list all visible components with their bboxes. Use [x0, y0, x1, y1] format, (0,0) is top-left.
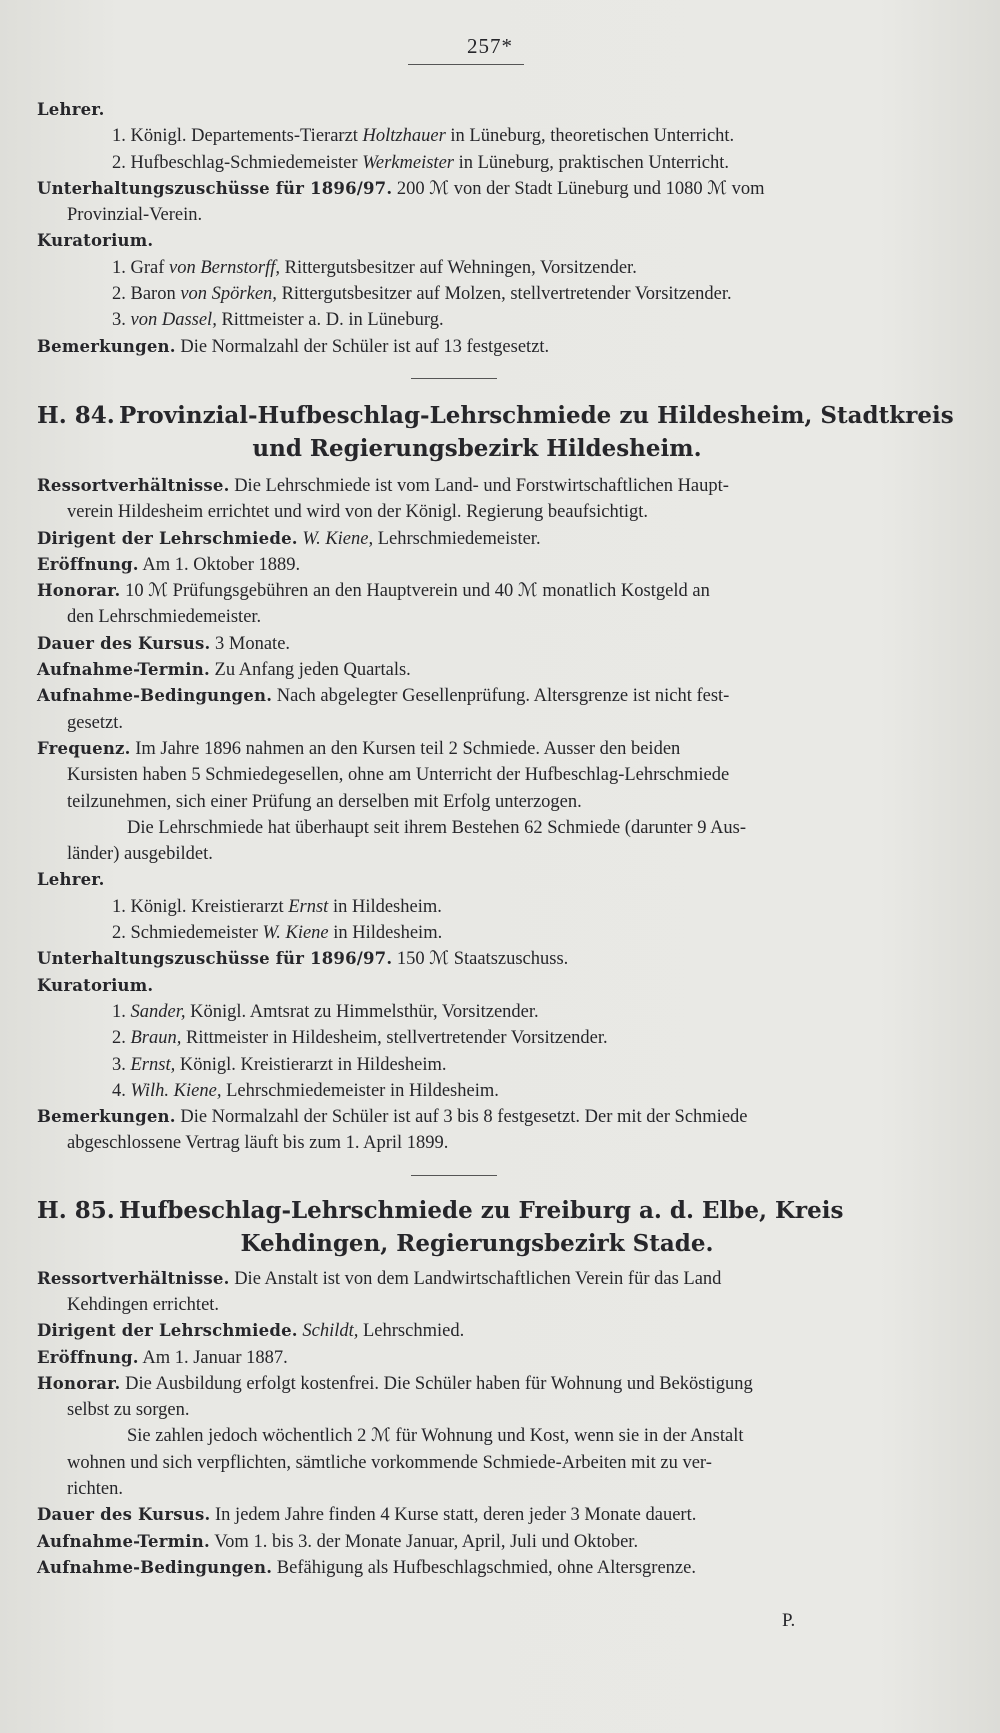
eroeffnung-entry: Eröffnung. Am 1. Januar 1887. — [37, 1347, 288, 1368]
section-h85 — [37, 1194, 917, 1582]
lehrer-item: 1. Königl. Departements-Tierarzt Holtzhauer in Lüneburg, theoretischen Unterricht. — [112, 126, 735, 147]
lehrer-item: 1. Königl. Kreistierarzt Ernst in Hildesheim. — [112, 896, 442, 917]
ressort-entry: Ressortverhältnisse. Die Lehrschmiede ist vom Land- und Forstwirtschaftlichen Haupt- — [37, 475, 729, 496]
kuratorium-heading: Kuratorium. — [37, 975, 154, 995]
ressort-entry: Ressortverhältnisse. Die Anstalt ist von dem Landwirtschaftlichen Verein für das Land — [37, 1268, 722, 1289]
section-divider — [411, 378, 497, 379]
section-divider — [411, 1175, 497, 1176]
bemerkungen-continuation: abgeschlossene Vertrag läuft bis zum 1. April 1899. — [67, 1133, 449, 1154]
honorar-paragraph-continuation: richten. — [67, 1479, 123, 1500]
frequenz-continuation: Kursisten haben 5 Schmiedegesellen, ohne am Unterricht der Hufbeschlag-Lehrschmiede — [67, 765, 730, 786]
termin-entry: Aufnahme-Termin. Zu Anfang jeden Quartals. — [37, 660, 411, 681]
honorar-paragraph-continuation: wohnen und sich verpflichten, sämtliche vorkommende Schmiede-Arbeiten mit zu ver- — [67, 1452, 712, 1473]
bemerkungen-entry: Bemerkungen. Die Normalzahl der Schüler ist auf 13 festgesetzt. — [37, 336, 550, 357]
ressort-continuation: verein Hildesheim errichtet und wird von der Königl. Regierung beaufsichtigt. — [67, 502, 649, 523]
dirigent-entry: Dirigent der Lehrschmiede. Schildt, Lehrschmied. — [37, 1321, 465, 1342]
zuschuss-entry: Unterhaltungszuschüsse für 1896/97. 150 ℳ Staatszuschuss. — [37, 949, 569, 970]
frequenz-paragraph: Die Lehrschmiede hat überhaupt seit ihrem Bestehen 62 Schmiede (darunter 9 Aus- — [127, 817, 747, 838]
frequenz-continuation: teilzunehmen, sich einer Prüfung an derselben mit Erfolg unterzogen. — [67, 791, 582, 812]
lehrer-item: 2. Hufbeschlag-Schmiedemeister Werkmeister in Lüneburg, praktischen Unterricht. — [112, 152, 730, 173]
page-number: 257* — [467, 34, 513, 58]
kuratorium-item: 3. Ernst, Königl. Kreistierarzt in Hildesheim. — [112, 1054, 447, 1075]
bemerkungen-entry: Bemerkungen. Die Normalzahl der Schüler ist auf 3 bis 8 festgesetzt. Der mit der Schmiede — [37, 1107, 748, 1128]
bedingungen-entry: Aufnahme-Bedingungen. Nach abgelegter Gesellenprüfung. Altersgrenze ist nicht fest- — [37, 686, 730, 707]
kuratorium-heading: Kuratorium. — [37, 231, 154, 251]
bedingungen-entry: Aufnahme-Bedingungen. Befähigung als Hufbeschlagschmied, ohne Altersgrenze. — [37, 1557, 696, 1578]
section-heading-continued: Kehdingen, Regierungsbezirk Stade. — [240, 1229, 714, 1257]
lehrer-heading: Lehrer. — [37, 870, 105, 890]
eroeffnung-entry: Eröffnung. Am 1. Oktober 1889. — [37, 554, 301, 575]
zuschuss-entry: Unterhaltungszuschüsse für 1896/97. 200 ℳ von der Stadt Lüneburg und 1080 ℳ vom — [37, 178, 765, 199]
lehrer-heading: Lehrer. — [37, 100, 105, 119]
dauer-entry: Dauer des Kursus. In jedem Jahre finden 4 Kurse statt, deren jeder 3 Monate dauert. — [37, 1505, 697, 1526]
honorar-paragraph: Sie zahlen jedoch wöchentlich 2 ℳ für Wohnung und Kost, wenn sie in der Anstalt — [127, 1426, 744, 1447]
section-luneburg-continued — [37, 97, 954, 1581]
termin-entry: Aufnahme-Termin. Vom 1. bis 3. der Monate Januar, April, Juli und Oktober. — [37, 1531, 639, 1552]
section-heading: H. 85. Hufbeschlag-Lehrschmiede zu Freiburg a. d. Elbe, Kreis — [37, 1196, 844, 1224]
section-heading: H. 84. Provinzial-Hufbeschlag-Lehrschmiede zu Hildesheim, Stadtkreis — [37, 401, 954, 429]
kuratorium-item: 2. Baron von Spörken, Rittergutsbesitzer auf Molzen, stellvertretender Vorsitzender. — [112, 284, 732, 305]
page-number-rule — [408, 64, 524, 65]
honorar-continuation: selbst zu sorgen. — [67, 1400, 190, 1421]
kuratorium-item: 2. Braun, Rittmeister in Hildesheim, stellvertretender Vorsitzender. — [112, 1028, 608, 1049]
kuratorium-item: 1. Sander, Königl. Amtsrat zu Himmelsthür, Vorsitzender. — [112, 1001, 539, 1022]
zuschuss-continuation: Provinzial-Verein. — [67, 205, 203, 226]
lehrer-item: 2. Schmiedemeister W. Kiene in Hildesheim. — [112, 923, 443, 944]
ressort-continuation: Kehdingen errichtet. — [67, 1294, 220, 1315]
honorar-entry: Honorar. 10 ℳ Prüfungsgebühren an den Hauptverein und 40 ℳ monatlich Kostgeld an — [37, 581, 710, 602]
bedingungen-continuation: gesetzt. — [67, 712, 123, 733]
kuratorium-item: 4. Wilh. Kiene, Lehrschmiedemeister in Hildesheim. — [112, 1080, 499, 1101]
honorar-continuation: den Lehrschmiedemeister. — [67, 607, 262, 628]
section-heading-continued: und Regierungsbezirk Hildesheim. — [252, 434, 702, 462]
kuratorium-item: 3. von Dassel, Rittmeister a. D. in Lüneburg. — [112, 310, 444, 331]
section-h84 — [37, 399, 954, 1157]
frequenz-entry: Frequenz. Im Jahre 1896 nahmen an den Kursen teil 2 Schmiede. Ausser den beiden — [37, 738, 681, 759]
frequenz-paragraph-continuation: länder) ausgebildet. — [67, 844, 213, 865]
printer-signature-mark: P. — [782, 1610, 796, 1631]
honorar-entry: Honorar. Die Ausbildung erfolgt kostenfrei. Die Schüler haben für Wohnung und Beköstigung — [37, 1373, 753, 1394]
kuratorium-item: 1. Graf von Bernstorff, Rittergutsbesitzer auf Wehningen, Vorsitzender. — [112, 257, 637, 278]
dirigent-entry: Dirigent der Lehrschmiede. W. Kiene, Lehrschmiedemeister. — [37, 528, 541, 549]
dauer-entry: Dauer des Kursus. 3 Monate. — [37, 633, 291, 654]
